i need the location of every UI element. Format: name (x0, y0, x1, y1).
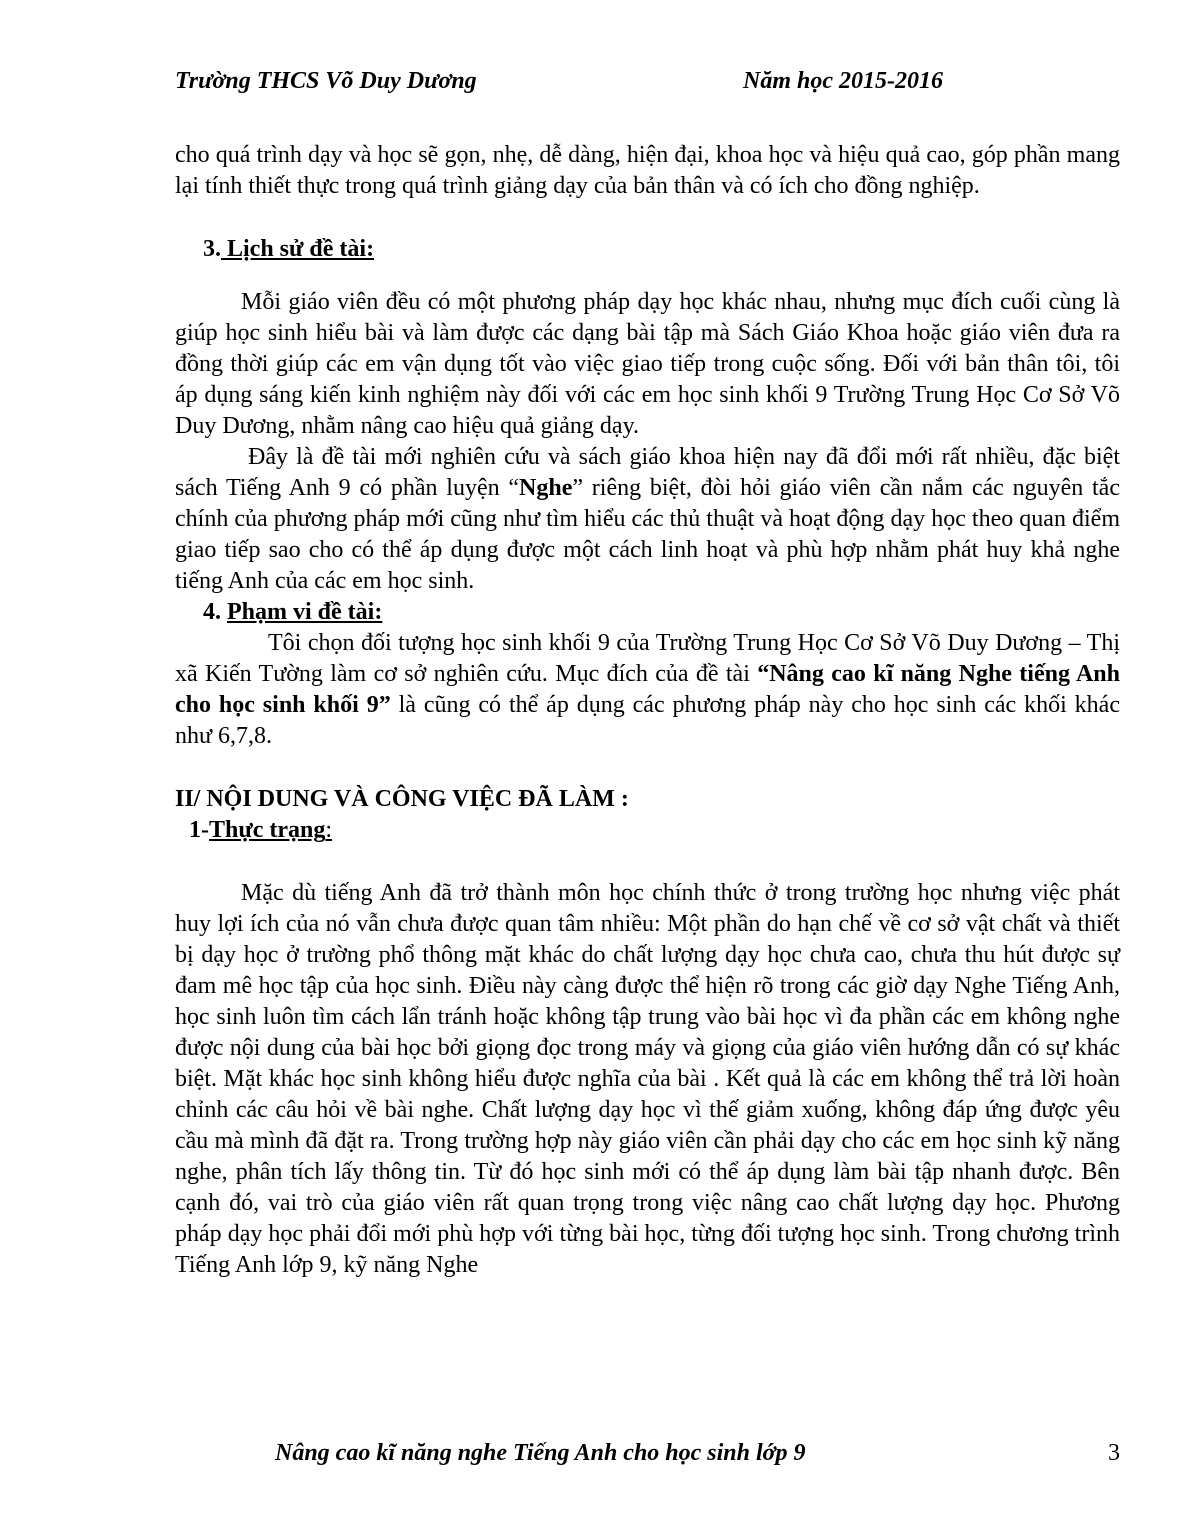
section-3-title: Lịch sử đề tài: (221, 236, 375, 262)
section-3-heading (175, 234, 1120, 265)
header-school-year: Năm học 2015-2016 (743, 68, 943, 94)
section-4-heading (175, 597, 1120, 628)
part-2-sub-title: Thực trạng (209, 817, 326, 843)
page-footer (175, 1440, 1120, 1474)
section-4-text-b: là cũng có thể áp dụng các phương pháp này cho học sinh các khối khác như 6,7,8. (175, 692, 1120, 749)
section-4-number: 4. (203, 599, 227, 625)
section-3-paragraph-2 (175, 442, 1120, 597)
section-3-para2-text-a: Đây là đề tài mới nghiên cứu và sách giáo khoa hiện nay đã đổi mới rất nhiều, đặc biệt sách Tiếng Anh 9 có phần luyện “ (175, 444, 1120, 501)
section-3-paragraph-1: Mỗi giáo viên đều có một phương pháp dạy học khác nhau, nhưng mục đích cuối cùng là giúp học sinh hiểu bài và làm được các dạng bài tập mà Sách Giáo Khoa hoặc giáo viên đưa ra đồng thời giúp các em vận dụng tốt vào việc giao tiếp trong cuộc sống. Đối với bản thân tôi, tôi áp dụng sáng kiến kinh nghiệm này đối với các em học sinh khối 9 Trường Trung Học Cơ Sở Võ Duy Dương, nhằm nâng cao hiệu quả giảng dạy. (175, 289, 1120, 439)
part-2-paragraph: Mặc dù tiếng Anh đã trở thành môn học chính thức ở trong trường học nhưng việc phát huy lợi ích của nó vẫn chưa được quan tâm nhiều: Một phần do hạn chế về cơ sở vật chất và thiết bị dạy học ở trường phổ thông mặt khác do chất lượng dạy học chưa cao, chưa thu hút được sự đam mê học tập của học sinh. Điều này càng được thể hiện rõ trong các giờ dạy Nghe Tiếng Anh, học sinh luôn tìm cách lẩn tránh hoặc không tập trung vào bài học vì đa phần các em không nghe được nội dung của bài học bởi giọng đọc trong máy và giọng của giáo viên hướng dẫn có sự khác biệt. Mặt khác học sinh không hiểu được nghĩa của bài . Kết quả là các em không thể trả lời hoàn chỉnh các câu hỏi về bài nghe. Chất lượng dạy học vì thế giảm xuống, không đáp ứng được yêu cầu mà mình đã đặt ra. Trong trường hợp này giáo viên cần phải dạy cho các em học sinh kỹ năng nghe, phân tích lấy thông tin. Từ đó học sinh mới có thể áp dụng làm bài tập nhanh được. Bên cạnh đó, vai trò của giáo viên rất quan trọng trong việc nâng cao chất lượng dạy học. Phương pháp dạy học phải đổi mới phù hợp với từng bài học, từng đối tượng học sinh. Trong chương trình Tiếng Anh lớp 9, kỹ năng Nghe (175, 880, 1120, 1278)
intro-paragraph: cho quá trình dạy và học sẽ gọn, nhẹ, dễ dàng, hiện đại, khoa học và hiệu quả cao, góp phần mang lại tính thiết thực trong quá trình giảng dạy của bản thân và có ích cho đồng nghiệp. (175, 142, 1120, 199)
footer-title: Nâng cao kĩ năng nghe Tiếng Anh cho học sinh lớp 9 (275, 1440, 806, 1466)
section-3-para2-bold: Nghe (519, 475, 573, 501)
section-4-text-a: Tôi chọn đối tượng học sinh khối 9 của Trường Trung Học Cơ Sở Võ Duy Dương – Thị xã Kiến Tường làm cơ sở nghiên cứu. Mục đích của đề tài (175, 630, 1120, 687)
section-4-paragraph (175, 628, 1120, 752)
section-4-title: Phạm vi đề tài: (227, 599, 383, 625)
section-3-para2-text-b: ” riêng biệt, đòi hỏi giáo viên cần nắm các nguyên tắc chính của phương pháp mới cũng như tìm hiểu các thủ thuật và hoạt động dạy học theo quan điểm giao tiếp sao cho có thể áp dụng được một cách linh hoạt và phù hợp nhằm phát huy khả nghe tiếng Anh của các em học sinh. (175, 475, 1120, 594)
section-3-number: 3. (203, 236, 221, 262)
page-body (175, 140, 1120, 1281)
part-2-heading: II/ NỘI DUNG VÀ CÔNG VIỆC ĐÃ LÀM : (175, 786, 629, 812)
part-2-subheading (175, 815, 1120, 846)
part-2-sub-number: 1- (189, 817, 209, 843)
section-4-bold-title: “Nâng cao kĩ năng Nghe tiếng Anh cho học sinh khối 9” (175, 661, 1120, 718)
page-header (175, 68, 975, 108)
part-2-sub-colon: : (325, 817, 333, 843)
header-school: Trường THCS Võ Duy Dương (175, 68, 477, 94)
page-number: 3 (1108, 1440, 1120, 1466)
